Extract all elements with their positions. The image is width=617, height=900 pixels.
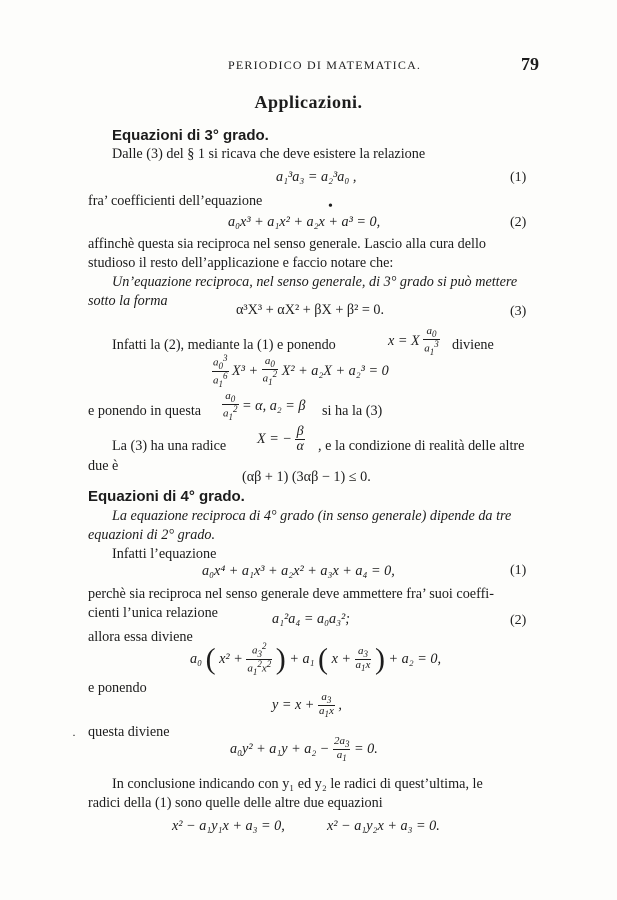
paragraph-line: , e la condizione di realità delle altre [318,438,525,454]
italic-statement: equazioni di 2° grado. [88,527,216,543]
paragraph-line: e ponendo in questa [88,403,202,419]
paragraph-line: e ponendo [88,680,147,696]
substitution-x: x = X $\frac{a_0}{a_1^3}$ [388,325,439,358]
paragraph-line: allora essa diviene [88,629,193,645]
paragraph-line: La (3) ha una radice [112,438,227,454]
paragraph-line: diviene [452,337,494,353]
equation-number: (2) [510,215,527,230]
page-number: 79 [521,54,539,74]
paragraph-line: affinchè questa sia reciproca nel senso generale. Lascio alla cura dello [88,236,486,252]
paragraph-line: studioso il resto dell’applicazione e faccio notare che: [88,255,394,271]
equation-number: (1) [510,563,527,578]
paragraph-line: fra’ coefficienti dell’equazione [88,193,263,209]
equation-number: (2) [510,613,527,628]
section-title: Applicazioni. [254,92,363,112]
equation-1: a₁³a₃ = a₂³a₀ , [276,169,357,185]
italic-statement: La equazione reciproca di 4° grado (in senso generale) dipende da tre [112,508,512,524]
equation-5: (αβ + 1) (3αβ − 1) ≤ 0. [242,469,371,485]
paragraph-line: perchè sia reciproca nel senso generale deve ammettere fra’ suoi coeffi- [88,586,494,602]
paragraph-line: In conclusione indicando con y₁ ed y₂ le radici di quest’ultima, le [112,776,483,792]
equation-11a: x² − a₁y₁x + a₃ = 0, [172,818,285,834]
stray-mark: • [328,199,333,214]
subheading-fourth-degree: Equazioni di 4° grado. [88,488,245,505]
substitution-alpha-beta: $\frac{a_0}{a_1^2}$ = α, a₂ = β [223,390,306,423]
equation-2: a₀x³ + a₁x² + a₂x + a³ = 0, [228,214,381,230]
italic-statement: Un’equazione reciproca, nel senso generale, di 3° grado si può mettere [112,274,518,290]
equation-9: y = x + $\frac{a_3}{a_1x}$ , [272,691,342,720]
equation-4: $\frac{a_0^3}{a_1^6}$ X³ + $\frac{a_0}{a_1^2}$ X² + a₂X + a₂³ = 0 [213,353,389,389]
equation-3: α³X³ + αX² + βX + β² = 0. [236,302,385,318]
paragraph-line: questa diviene [88,724,170,740]
equation-number: (1) [510,170,527,185]
paragraph-line: si ha la (3) [322,403,383,419]
equation-11b: x² − a₁y₂x + a₃ = 0. [327,818,440,834]
italic-statement: sotto la forma [88,293,168,309]
equation-8: a₀ ( x² + $\frac{a_3^2}{a_1^2x^2}$ ) + a₁ ( x + $\frac{a_3}{a_1x}$ ) + a₂ = 0, [190,641,441,677]
equation-10: a₀y² + a₁y + a₂ − $\frac{2a_3}{a_1}$ = 0. [230,735,378,764]
paragraph-line: Infatti la (2), mediante la (1) e ponendo [112,337,336,353]
paragraph-line: radici della (1) sono quelle delle altre due equazioni [88,795,383,811]
subheading-third-degree: Equazioni di 3° grado. [112,127,269,144]
paragraph-line: cienti l’unica relazione [88,605,218,621]
running-head: PERIODICO DI MATEMATICA. [228,58,422,72]
root-expression: X = − $\frac{\beta}{\alpha}$ [257,424,304,454]
paragraph-line: due è [88,458,119,474]
margin-mark: · [72,728,76,742]
equation-number: (3) [510,304,527,319]
equation-7: a₁²a₄ = a₀a₃²; [272,611,351,627]
equation-6: a₀x⁴ + a₁x³ + a₂x² + a₃x + a₄ = 0, [202,563,395,579]
paragraph-line: Infatti l’equazione [112,546,217,562]
paragraph-line: Dalle (3) del § 1 si ricava che deve esistere la relazione [112,146,426,162]
